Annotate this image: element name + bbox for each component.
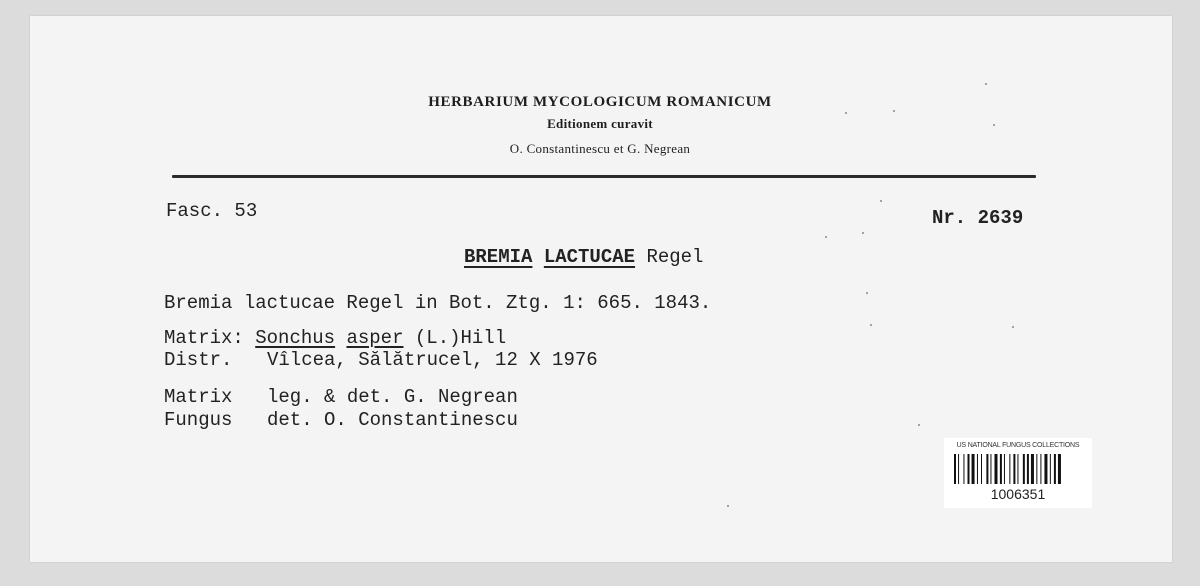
species-epithet: LACTUCAE bbox=[543, 246, 636, 268]
editors-line: O. Constantinescu et G. Negrean bbox=[509, 141, 691, 156]
barcode-number: 1006351 bbox=[990, 486, 1046, 502]
paper-speck bbox=[880, 200, 882, 202]
determiner-line bbox=[164, 409, 518, 431]
citation-line: Bremia lactucae Regel in Bot. Ztg. 1: 665. 1843. bbox=[164, 292, 712, 314]
distribution-value: Vîlcea, Sălătrucel, 12 X 1976 bbox=[267, 349, 598, 371]
species-genus: BREMIA bbox=[464, 246, 533, 268]
edition-subtitle: Editionem curavit bbox=[547, 116, 653, 131]
paper-speck bbox=[870, 324, 872, 326]
matrix-epithet: asper bbox=[346, 327, 404, 349]
matrix-label: Matrix: bbox=[164, 327, 244, 349]
species-author: Regel bbox=[646, 246, 704, 268]
paper-speck bbox=[727, 505, 729, 507]
paper-speck bbox=[845, 112, 847, 114]
herbarium-title: HERBARIUM MYCOLOGICUM ROMANICUM bbox=[428, 94, 772, 110]
collector-label: Matrix bbox=[164, 386, 233, 408]
paper-speck bbox=[866, 292, 868, 294]
collector-line bbox=[164, 386, 518, 408]
matrix-genus: Sonchus bbox=[255, 327, 336, 349]
barcode-bars bbox=[954, 454, 1082, 484]
barcode-header: US NATIONAL FUNGUS COLLECTIONS bbox=[956, 442, 1080, 449]
header-divider bbox=[172, 175, 1036, 178]
paper-speck bbox=[1012, 326, 1014, 328]
determiner-label: Fungus bbox=[164, 409, 233, 431]
species-name bbox=[464, 246, 703, 268]
matrix-line bbox=[164, 327, 506, 349]
collector-value: leg. & det. G. Negrean bbox=[267, 386, 518, 408]
paper-speck bbox=[893, 110, 895, 112]
distribution-line bbox=[164, 349, 598, 371]
matrix-author: (L.)Hill bbox=[414, 327, 507, 349]
barcode-sticker bbox=[944, 438, 1092, 508]
paper-speck bbox=[985, 83, 987, 85]
fascicle-number: Fasc. 53 bbox=[166, 200, 258, 222]
specimen-number: Nr. 2639 bbox=[932, 207, 1024, 229]
distribution-label: Distr. bbox=[164, 349, 233, 371]
determiner-value: det. O. Constantinescu bbox=[267, 409, 518, 431]
paper-speck bbox=[993, 124, 995, 126]
paper-speck bbox=[862, 232, 864, 234]
paper-speck bbox=[825, 236, 827, 238]
paper-speck bbox=[918, 424, 920, 426]
